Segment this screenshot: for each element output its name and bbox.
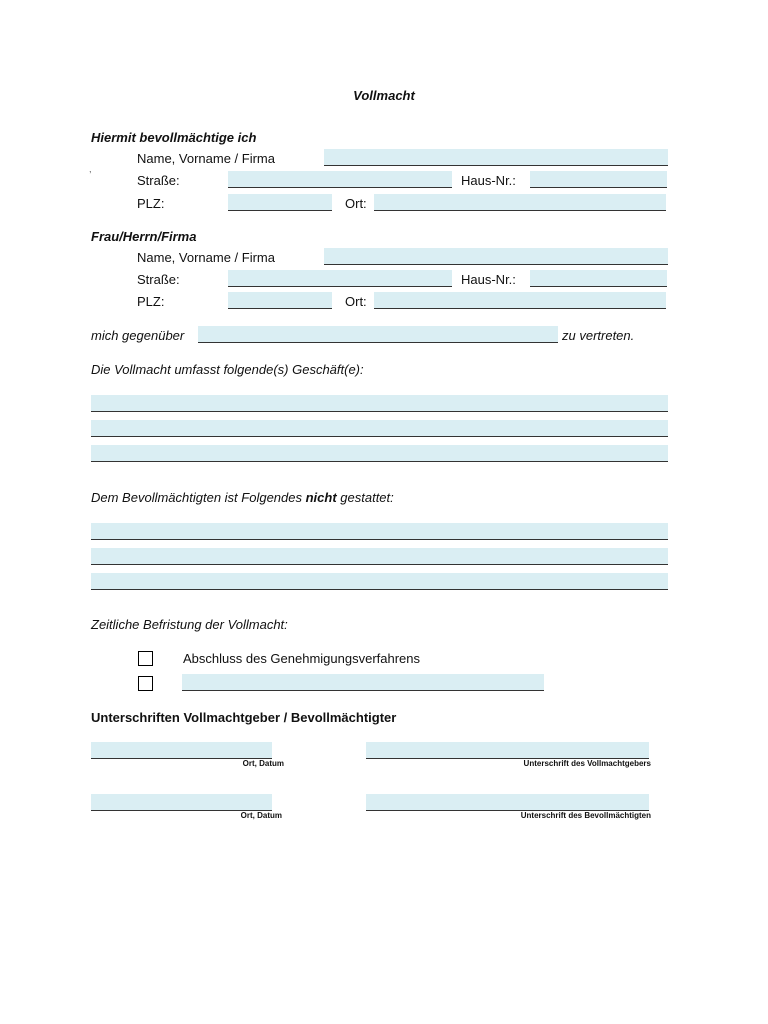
place-date-caption-2: Ort, Datum xyxy=(240,811,282,820)
document-title: Vollmacht xyxy=(353,88,415,103)
stray-mark: , xyxy=(89,164,92,174)
grantor-street-field[interactable] xyxy=(228,171,452,188)
signature-caption-2: Unterschrift des Bevollmächtigten xyxy=(520,811,651,820)
grantee-street-field[interactable] xyxy=(228,270,452,287)
signature-field-2[interactable] xyxy=(366,794,649,811)
grantee-name-label: Name, Vorname / Firma xyxy=(137,250,275,265)
grantee-zip-label: PLZ: xyxy=(137,294,165,309)
grantor-zip-field[interactable] xyxy=(228,194,332,211)
grantor-city-label: Ort: xyxy=(345,196,367,211)
signature-caption-1: Unterschrift des Vollmachtgebers xyxy=(523,759,651,768)
grantee-city-label: Ort: xyxy=(345,294,367,309)
grantee-zip-field[interactable] xyxy=(228,292,332,309)
grantee-city-field[interactable] xyxy=(374,292,666,309)
scope-heading: Die Vollmacht umfasst folgende(s) Geschäft(e): xyxy=(91,362,364,377)
scope-line[interactable] xyxy=(91,395,668,412)
time-limit-option-1: Abschluss des Genehmigungsverfahrens xyxy=(183,651,421,666)
grantor-zip-label: PLZ: xyxy=(137,196,165,211)
grantor-street-label: Straße: xyxy=(137,173,180,188)
grantor-heading: Hiermit bevollmächtige ich xyxy=(91,130,257,145)
grantor-house-label: Haus-Nr.: xyxy=(461,173,516,188)
representation-before: mich gegenüber xyxy=(91,328,185,343)
grantee-heading: Frau/Herrn/Firma xyxy=(91,229,197,244)
place-date-caption-1: Ort, Datum xyxy=(242,759,284,768)
representation-after: zu vertreten. xyxy=(562,328,635,343)
representation-field[interactable] xyxy=(198,326,558,343)
restriction-heading-part1: Dem Bevollmächtigten ist Folgendes xyxy=(91,490,306,505)
grantee-house-label: Haus-Nr.: xyxy=(461,272,516,287)
signature-field-1[interactable] xyxy=(366,742,649,759)
time-limit-heading: Zeitliche Befristung der Vollmacht: xyxy=(91,617,288,632)
place-date-field-1[interactable] xyxy=(91,742,272,759)
time-limit-other-field[interactable] xyxy=(182,674,544,691)
scope-line[interactable] xyxy=(91,420,668,437)
restriction-line[interactable] xyxy=(91,523,668,540)
time-limit-checkbox-1[interactable] xyxy=(138,651,153,666)
grantor-house-field[interactable] xyxy=(530,171,667,188)
restriction-line[interactable] xyxy=(91,573,668,590)
grantee-street-label: Straße: xyxy=(137,272,180,287)
signatures-heading: Unterschriften Vollmachtgeber / Bevollmächtigter xyxy=(91,710,397,725)
restriction-heading-part2: gestattet: xyxy=(336,490,394,505)
grantee-house-field[interactable] xyxy=(530,270,667,287)
restriction-heading-bold: nicht xyxy=(305,490,337,505)
time-limit-checkbox-2[interactable] xyxy=(138,676,153,691)
grantor-name-field[interactable] xyxy=(324,149,668,166)
scope-line[interactable] xyxy=(91,445,668,462)
grantor-city-field[interactable] xyxy=(374,194,666,211)
restriction-heading xyxy=(91,490,394,505)
restriction-line[interactable] xyxy=(91,548,668,565)
grantee-name-field[interactable] xyxy=(324,248,668,265)
place-date-field-2[interactable] xyxy=(91,794,272,811)
grantor-name-label: Name, Vorname / Firma xyxy=(137,151,275,166)
